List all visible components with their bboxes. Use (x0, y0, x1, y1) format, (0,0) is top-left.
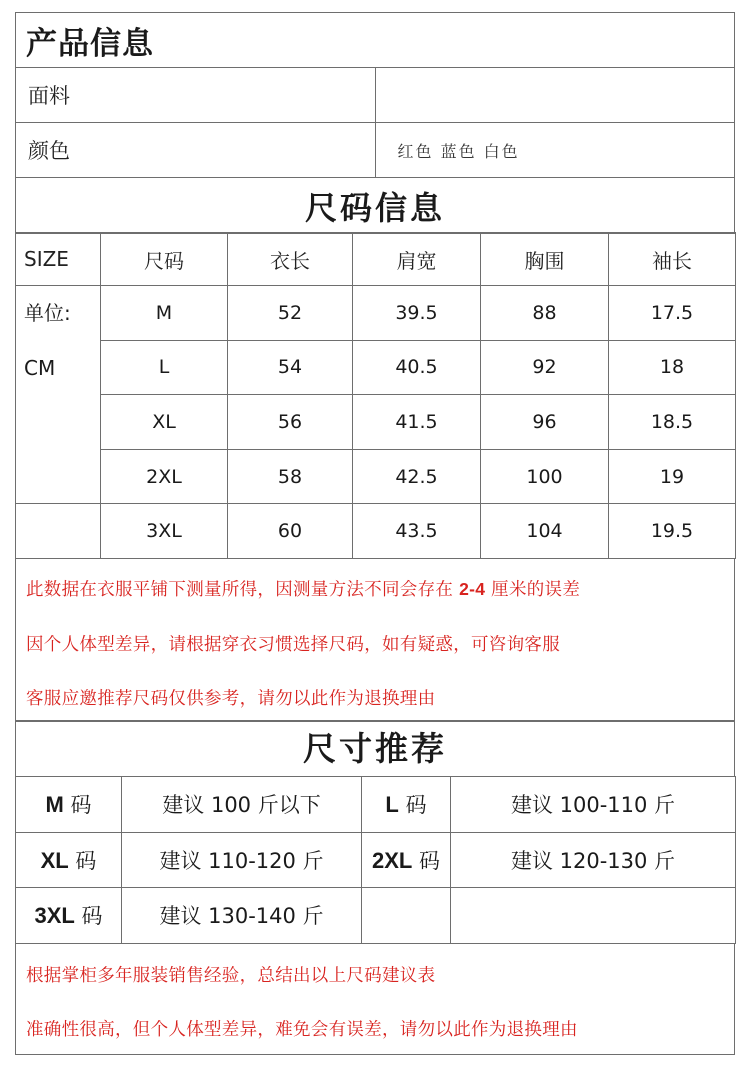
sleeve-value: 17.5 (609, 286, 736, 341)
empty-cell (362, 888, 451, 944)
note-error-range: 2-4 (459, 579, 486, 599)
header-shoulder: 肩宽 (353, 233, 481, 286)
table-row (16, 504, 736, 559)
header-size: SIZE (16, 233, 101, 286)
measurement-notes (15, 559, 735, 721)
recommend-code-l: L 码 (362, 777, 451, 833)
sleeve-value: 19.5 (609, 504, 736, 559)
size-code: 2XL (101, 449, 228, 504)
size-chart-header-row (16, 233, 736, 286)
chest-value: 100 (481, 449, 609, 504)
unit-value: CM (24, 356, 56, 380)
fabric-value (375, 68, 735, 123)
size-recommend-title: 尺寸推荐 (15, 721, 735, 777)
size-code: 3XL (101, 504, 228, 559)
chest-value: 104 (481, 504, 609, 559)
table-row (16, 777, 736, 833)
footer-line-1: 根据掌柜多年服装销售经验，总结出以上尺码建议表 (26, 966, 436, 986)
table-row (16, 449, 736, 504)
color-label: 颜色 (16, 123, 376, 178)
header-code: 尺码 (101, 233, 228, 286)
recommend-code-xl: XL 码 (16, 832, 122, 888)
fabric-label: 面料 (16, 68, 376, 123)
size-code: L (101, 340, 228, 395)
shoulder-value: 43.5 (353, 504, 481, 559)
table-row (16, 340, 736, 395)
size-code: XL (101, 395, 228, 450)
note-line-1 (26, 576, 580, 601)
header-chest: 胸围 (481, 233, 609, 286)
table-row (16, 286, 736, 341)
empty-unit-cell (16, 504, 101, 559)
length-value: 56 (228, 395, 353, 450)
chest-value: 92 (481, 340, 609, 395)
note-line-2: 因个人体型差异，请根据穿衣习惯选择尺码，如有疑惑，可咨询客服 (26, 635, 560, 655)
unit-label: 单位: (24, 301, 71, 325)
shoulder-value: 42.5 (353, 449, 481, 504)
chest-value: 88 (481, 286, 609, 341)
table-row (16, 832, 736, 888)
sleeve-value: 18 (609, 340, 736, 395)
recommend-code-2xl: 2XL 码 (362, 832, 451, 888)
shoulder-value: 41.5 (353, 395, 481, 450)
shoulder-value: 40.5 (353, 340, 481, 395)
note-line-3: 客服应邀推荐尺码仅供参考，请勿以此作为退换理由 (26, 689, 436, 709)
size-chart-table (15, 232, 736, 559)
size-info-title: 尺码信息 (16, 178, 735, 234)
empty-cell (451, 888, 736, 944)
note-line-1-unit: 厘米的误差 (491, 580, 581, 600)
recommend-suggest-m: 建议 100 斤以下 (122, 777, 362, 833)
footer-notes (15, 943, 735, 1055)
sleeve-value: 19 (609, 449, 736, 504)
size-code: M (101, 286, 228, 341)
table-row (16, 395, 736, 450)
header-sleeve: 袖长 (609, 233, 736, 286)
unit-cell (16, 286, 101, 504)
recommend-suggest-xl: 建议 110-120 斤 (122, 832, 362, 888)
recommend-suggest-3xl: 建议 130-140 斤 (122, 888, 362, 944)
sleeve-value: 18.5 (609, 395, 736, 450)
chest-value: 96 (481, 395, 609, 450)
recommend-code-3xl: 3XL 码 (16, 888, 122, 944)
length-value: 58 (228, 449, 353, 504)
shoulder-value: 39.5 (353, 286, 481, 341)
product-info-table (15, 12, 735, 234)
recommend-suggest-l: 建议 100-110 斤 (451, 777, 736, 833)
length-value: 54 (228, 340, 353, 395)
recommend-suggest-2xl: 建议 120-130 斤 (451, 832, 736, 888)
header-length: 衣长 (228, 233, 353, 286)
size-recommend-table (15, 776, 736, 944)
product-info-title: 产品信息 (16, 13, 735, 68)
recommend-code-m: M 码 (16, 777, 122, 833)
color-value: 红色 蓝色 白色 (375, 123, 735, 178)
length-value: 52 (228, 286, 353, 341)
note-line-1-text: 此数据在衣服平铺下测量所得，因测量方法不同会存在 (26, 580, 454, 600)
table-row (16, 888, 736, 944)
length-value: 60 (228, 504, 353, 559)
footer-line-2: 准确性很高，但个人体型差异，难免会有误差，请勿以此作为退换理由 (26, 1020, 578, 1040)
